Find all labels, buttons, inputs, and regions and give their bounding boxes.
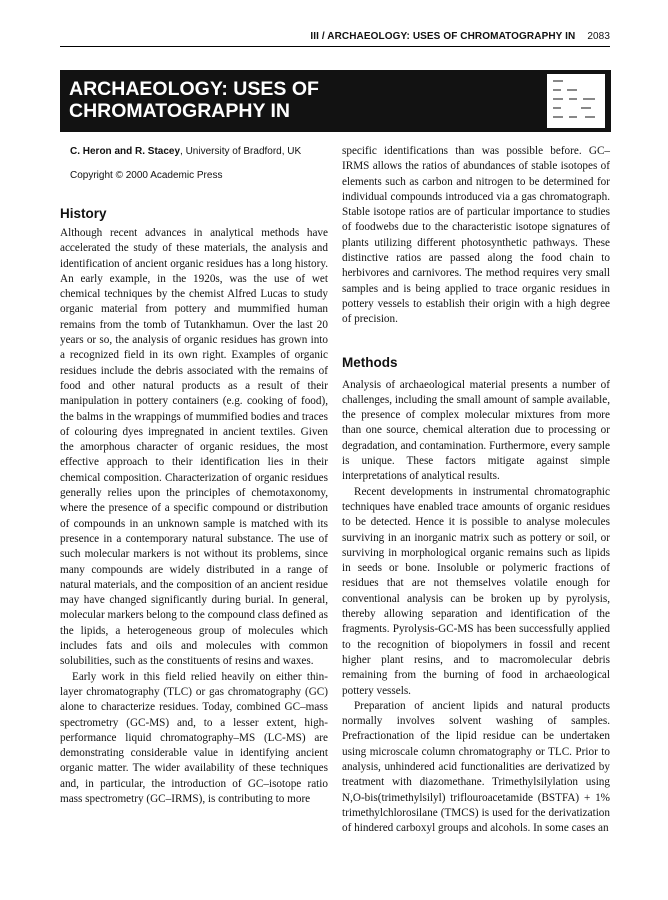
copyright-notice: Copyright © 2000 Academic Press — [70, 170, 223, 181]
title-banner — [60, 70, 611, 132]
left-column — [60, 144, 328, 807]
methods-paragraph-3: Preparation of ancient lipids and natural products normally involves solvent washing of samples. Prefractionation of the lipid residue can be undertaken using microscale column chromatography or TLC. Prior to analysis, unhindered acid functionalities are derivatized by treatment with diazomethane. Trimethylsilylation using N,O-bis(trimethylsilyl) triflouroacetamide (BSTFA) + 1% trimethylchlorosilane (TMCS) is used for the derivatization of hindered carboxyl groups and alcohols. In some cases an — [342, 699, 610, 835]
header-rule — [60, 46, 610, 47]
right-column — [342, 144, 610, 836]
article-title: ARCHAEOLOGY: USES OF CHROMATOGRAPHY IN — [69, 78, 319, 122]
page-number: 2083 — [587, 31, 610, 42]
history-paragraph-1: Although recent advances in analytical methods have accelerated the study of these materials, the analysis and identification of ancient organic residues has a long history. An early example, in the 1920s, was the use of wet chemical techniques by the chemist Alfred Lucas to study organic material from pottery and mummified human remains from the tomb of Tutankhamun. Over the last 20 years or so, the analysis of organic residues has grown into a recognized field in its own right. Examples of organic residues include the debris associated with the remains of food and other natural products as a result of their manipulation in pottery containers (e.g. cooking of food), the balms in the wrappings of mummified bodies and traces of colouring dyes impregnated in ancient textiles. Given the amorphous character of organic residues, the most effective approach to their identification lies in their chemical composition. Characterization of organic residues generally relies upon the principles of chemotaxonomy, where the presence of a specific compound or distribution of compounds in an unknown sample is matched with its presence in a contemporary natural substance. The use of such molecular markers is not without its problems, since many compounds are widely distributed in a range of natural materials, and the composition of an ancient residue may have changed significantly during burial. In general, molecular markers belong to the compound class defined as the lipids, a heterogeneous group of molecules which includes fats and oils and molecules with common solubilities, such as the constituents of resins and waxes. — [60, 227, 328, 668]
section-heading-methods: Methods — [342, 354, 398, 370]
history-paragraph-2-continued: specific identifications than was possible before. GC–IRMS allows the ratios of abundances of stable isotopes of elements such as carbon and nitrogen to be determined for individual compounds introduced via a gas chromatograph. Stable isotope ratios are of particular importance to studies of foodwebs due to the characteristic isotope signatures of plants utilizing different photosynthetic pathways. These distinctive ratios are passed along the food chain to herbivores and carnivores. The method requires very small samples and is being applied to trace organic residues in pottery vessels to establish their origin with a high degree of precision. — [342, 145, 610, 326]
section-heading-history: History — [60, 206, 107, 221]
history-paragraph-2: Early work in this field relied heavily on either thin-layer chromatography (TLC) or gas chromatography (GC) alone to characterize residues. Today, combined GC–mass spectrometry (GC-MS) and, to a lesser extent, high-performance liquid chromatography–MS (LC-MS) are demonstrating considerable value in identifying ancient organic matter. The wider availability of these techniques and, in particular, the introduction of GC–isotope ratio mass spectrometry (GC–IRMS), is contributing to more — [60, 670, 328, 805]
affiliation: , University of Bradford, UK — [180, 146, 302, 157]
author-line — [60, 145, 328, 159]
running-head-section: III / ARCHAEOLOGY: USES OF CHROMATOGRAPHY IN — [310, 31, 576, 42]
running-head — [60, 31, 610, 45]
methods-paragraph-1: Analysis of archaeological material presents a number of challenges, including the small amount of sample available, the presence of complex molecular mixtures from more than one source, chemical alteration due to processing or degradation, and contamination. Furthermore, every sample is unique. These factors mitigate against simple interpretations of analytical results. — [342, 378, 610, 483]
methods-paragraph-2: Recent developments in instrumental chromatographic techniques have enabled trace amounts of organic residues to be detected. Hence it is possible to analyse molecules surviving in an inorganic matrix such as pottery or soil, or surviving in morphological organic remains such as lipids in seeds or bone. Insoluble or polymeric fractions of residues that are not themselves volatile enough for conventional analysis can be broken up by pyrolysis, thereby allowing separation and identification of the fragments. Pyrolysis-GC-MS has been successfully applied to the recognition of biopolymers in fossil and recent higher plant resins, and to macromolecular debris remaining from the burning of food in archaeological pottery vessels. — [342, 485, 610, 697]
authors: C. Heron and R. Stacey — [70, 146, 181, 157]
encyclopedia-logo-icon — [547, 74, 605, 128]
